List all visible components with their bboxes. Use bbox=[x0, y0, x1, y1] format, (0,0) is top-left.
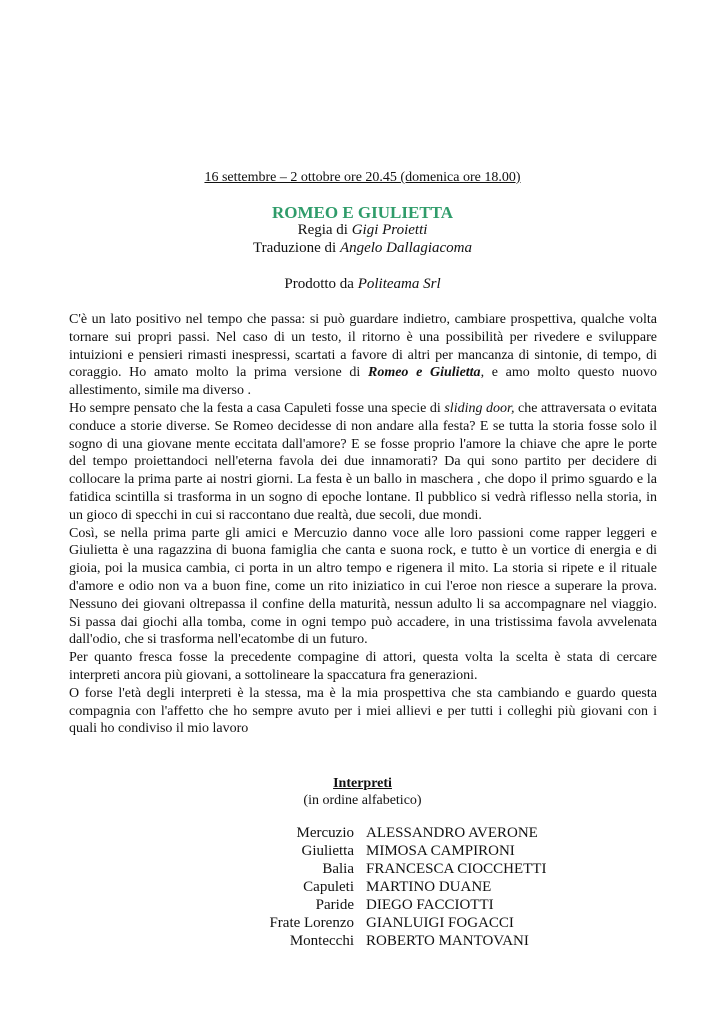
cast-role: Frate Lorenzo bbox=[269, 915, 354, 931]
production-label: Prodotto da bbox=[284, 276, 358, 292]
cast-row bbox=[200, 842, 620, 860]
translator-name: Angelo Dallagiacoma bbox=[339, 240, 473, 256]
production-credit bbox=[0, 276, 725, 293]
sliding-door-term: sliding door, bbox=[444, 400, 515, 416]
paragraph-1-text-end: , e amo molto questo nuovo allestimento, simile ma diverso . bbox=[69, 365, 657, 399]
paragraph-2-text-end: che attraversata o evitata conduce a storie diverse. Se Romeo decidesse di non andare alla festa? E se tutta la storia fosse solo il sogno di una giovane mente eccitata dall'amore? E se fosse proprio l'amore la chiave che apre le porte del tempo proiettandoci nell'eterna favola dei due innamorati? Da qui sono partito per decidere di collocare la prima parte ai nostri giorni. La festa è un ballo in maschera , che dopo il primo sguardo e la fatidica scintilla si trasforma in un sogno di epoche lontane. Il pubblico si vedrà riflesso nella storia, in un gioco di specchi in cui si raccontano due realtà, due secoli, due mondi. bbox=[69, 400, 658, 523]
director-notes bbox=[69, 311, 657, 738]
cast-row bbox=[200, 860, 620, 878]
performance-dates: 16 settembre – 2 ottobre ore 20.45 (domenica ore 18.00) bbox=[204, 170, 521, 185]
cast-role: Montecchi bbox=[289, 933, 354, 949]
paragraph-1 bbox=[69, 311, 657, 400]
play-title: ROMEO E GIULIETTA bbox=[271, 203, 454, 222]
paragraph-3: Così, se nella prima parte gli amici e Mercuzio danno voce alle loro passioni come rapper leggeri e Giulietta è una ragazzina di buona famiglia che canta e suona rock, e tutto è un vortice di energia e di gioia, poi la musica cambia, ci porta in un altro tempo e rigenera il mito. La storia si ripete e il rituale d'amore e odio non va a buon fine, come un rito iniziatico in cui l'eroe non riesce a superare la prova. Nessuno dei giovani oltrepassa il confine della maturità, nessun adulto li sa accompagnare nel viaggio. Si passa dai giochi alla tomba, come in ogni tempo può accadere, in una tristissima favola avvelenata dall'odio, che si trasforma nell'ecatombe di un futuro. bbox=[69, 525, 657, 648]
cast-role: Giulietta bbox=[301, 843, 354, 859]
play-title-inline: Romeo e Giulietta bbox=[367, 365, 481, 381]
cast-actor: MIMOSA CAMPIRONI bbox=[366, 843, 515, 859]
director-label: Regia di bbox=[297, 222, 352, 238]
cast-row bbox=[200, 896, 620, 914]
paragraph-2-text: Ho sempre pensato che la festa a casa Capuleti fosse una specie di bbox=[69, 400, 445, 416]
director-name: Gigi Proietti bbox=[351, 222, 428, 238]
paragraph-1-text: C'è un lato positivo nel tempo che passa: si può guardare indietro, cambiare prospettiva, qualche volta tornare sui propri passi. Nel caso di un testo, il ritorno è una possibilità per rivedere e sviluppare intuizioni e pensieri rimasti inespressi, scartati a favore di altri per mancanza di sintonie, di tempo, di coraggio. Ho amato molto la prima versione di bbox=[69, 312, 657, 381]
cast-actor: GIANLUIGI FOGACCI bbox=[366, 915, 514, 931]
director-credit bbox=[0, 222, 725, 239]
cast-actor: ALESSANDRO AVERONE bbox=[366, 825, 538, 841]
cast-role: Paride bbox=[315, 897, 354, 913]
paragraph-2 bbox=[69, 400, 657, 525]
cast-heading: Interpreti bbox=[333, 776, 392, 791]
cast-row bbox=[200, 824, 620, 842]
cast-actor: FRANCESCA CIOCCHETTI bbox=[366, 861, 547, 877]
producer-name: Politeama Srl bbox=[357, 276, 441, 292]
cast-actor: DIEGO FACCIOTTI bbox=[366, 897, 494, 913]
cast-row bbox=[200, 878, 620, 896]
cast-actor: MARTINO DUANE bbox=[366, 879, 492, 895]
cast-list bbox=[200, 824, 620, 950]
paragraph-5: O forse l'età degli interpreti è la stessa, ma è la mia prospettiva che sta cambiando e guardo questa compagnia con l'affetto che ho sempre avuto per i miei allievi e per tutti i colleghi più giovani con i quali ho condiviso il mio lavoro bbox=[69, 685, 657, 737]
cast-row bbox=[200, 914, 620, 932]
cast-role: Capuleti bbox=[303, 879, 354, 895]
cast-role: Mercuzio bbox=[296, 825, 354, 841]
cast-subheading: (in ordine alfabetico) bbox=[303, 793, 422, 808]
translation-label: Traduzione di bbox=[252, 240, 340, 256]
cast-row bbox=[200, 932, 620, 950]
paragraph-4: Per quanto fresca fosse la precedente compagine di attori, questa volta la scelta è stata di cercare interpreti ancora più giovani, a sottolineare la spaccatura fra generazioni. bbox=[69, 650, 657, 683]
cast-actor: ROBERTO MANTOVANI bbox=[366, 933, 529, 949]
translation-credit bbox=[0, 240, 725, 257]
cast-role: Balia bbox=[322, 861, 354, 877]
